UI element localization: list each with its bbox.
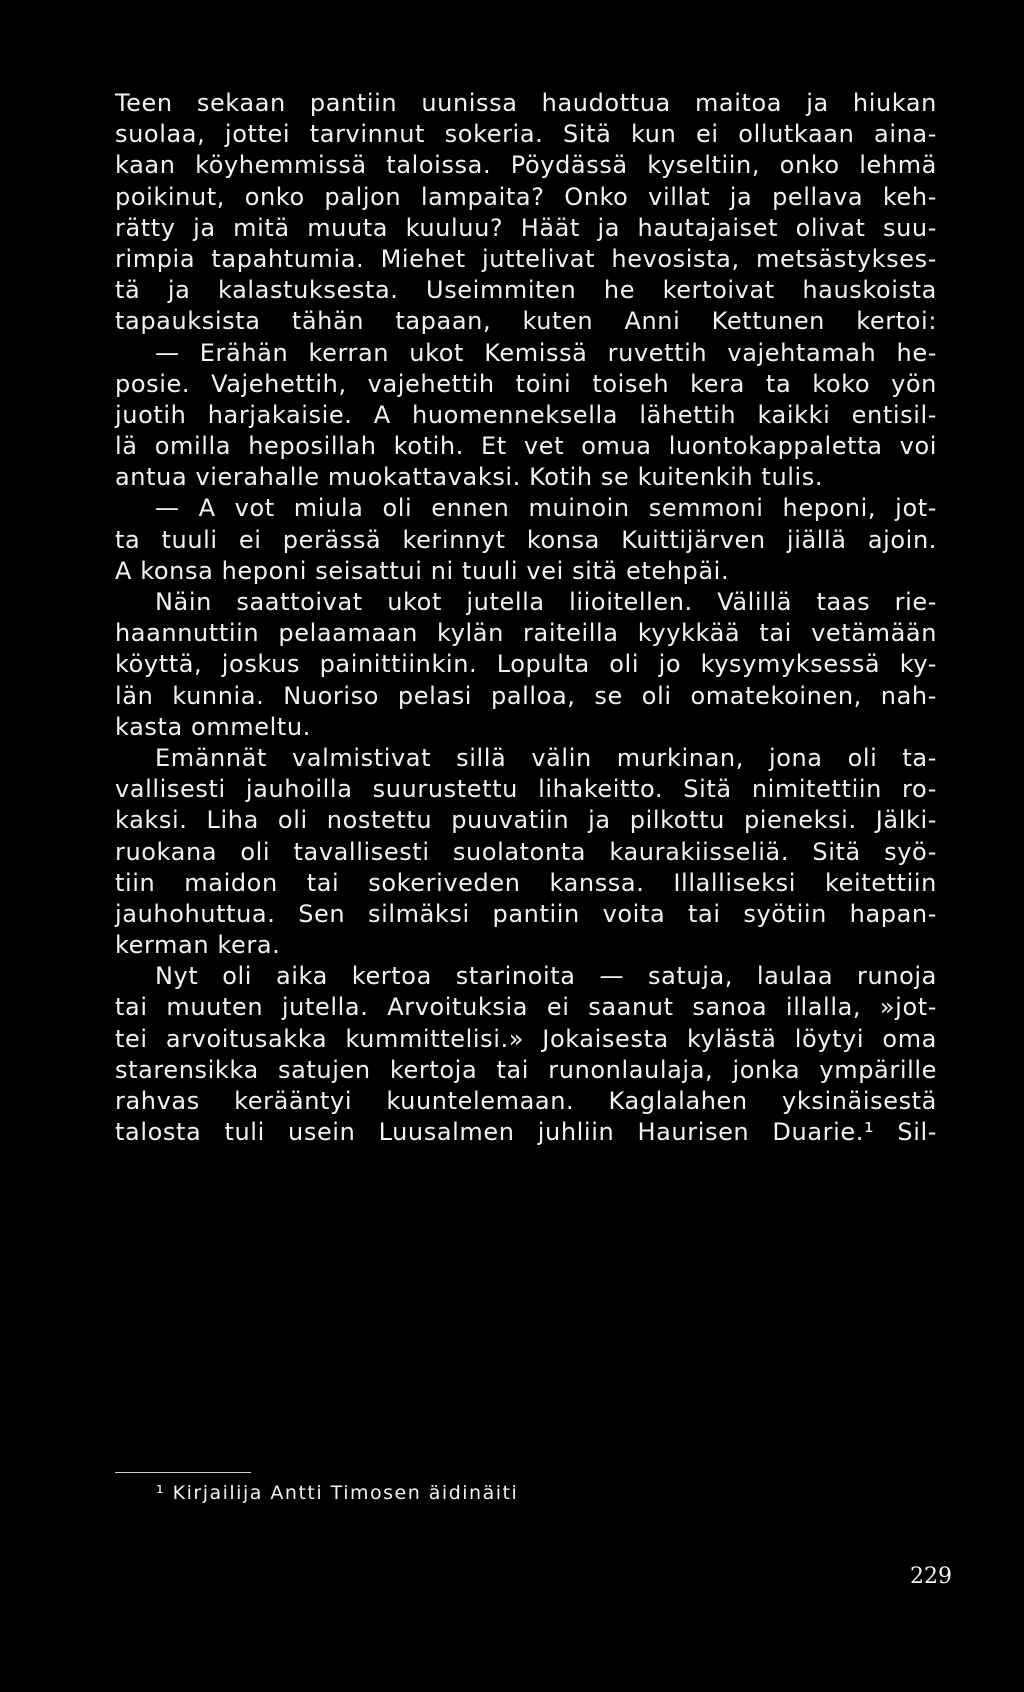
text-line: län kunnia. Nuoriso pelasi palloa, se oli omatekoinen, nah- [115, 681, 937, 710]
page-number: 229 [910, 1564, 952, 1589]
text-line: jauhohuttua. Sen silmäksi pantiin voita tai syötiin hapan- [115, 899, 937, 928]
text-line: — Erähän kerran ukot Kemissä ruvettih vajehtamah he- [155, 338, 937, 367]
footnote-divider [115, 1472, 251, 1473]
text-line: suolaa, jottei tarvinnut sokeria. Sitä kun ei ollutkaan aina- [115, 120, 937, 149]
text-line: lä omilla heposillah kotih. Et vet omua luontokappaletta voi [115, 432, 937, 461]
text-line: antua vierahalle muokattavaksi. Kotih se kuitenkih tulis. [115, 463, 824, 492]
text-line: tai muuten jutella. Arvoituksia ei saanut sanoa illalla, »jot- [115, 993, 937, 1022]
text-line: posie. Vajehettih, vajehettih toini toiseh kera ta koko yön [115, 369, 937, 398]
text-line: kerman kera. [115, 931, 281, 960]
text-line: Teen sekaan pantiin uunissa haudottua maitoa ja hiukan [115, 89, 937, 117]
text-line: tei arvoitusakka kummittelisi.» Jokaisesta kylästä löytyi oma [115, 1024, 937, 1053]
text-line: tä ja kalastuksesta. Useimmiten he kertoivat hauskoista [115, 276, 937, 305]
text-line: kasta ommeltu. [115, 712, 311, 741]
text-line: köyttä, joskus painittiinkin. Lopulta oli jo kysymyksessä ky- [115, 650, 937, 679]
text-line: rahvas kerääntyi kuuntelemaan. Kaglalahen yksinäisestä [115, 1087, 937, 1115]
text-line: kaksi. Liha oli nostettu puuvatiin ja pilkottu pieneksi. Jälki- [115, 806, 937, 835]
text-line: — A vot miula oli ennen muinoin semmoni heponi, jot- [155, 494, 937, 523]
text-line: A konsa heponi seisattui ni tuuli vei sitä etehpäi. [115, 556, 730, 585]
text-line: talosta tuli usein Luusalmen juhliin Haurisen Duarie.¹ Sil- [115, 1118, 937, 1147]
text-line: kaan köyhemmissä taloissa. Pöydässä kyseltiin, onko lehmä [115, 151, 937, 180]
text-line: rimpia tapahtumia. Miehet juttelivat hevosista, metsästykses- [115, 244, 937, 273]
text-line: tiin maidon tai sokeriveden kanssa. Illalliseksi keitettiin [115, 868, 937, 897]
text-line: starensikka satujen kertoja tai runonlaulaja, jonka ympärille [115, 1055, 937, 1084]
text-line: ta tuuli ei perässä kerinnyt konsa Kuittijärven jiällä ajoin. [115, 525, 937, 554]
text-line: haannuttiin pelaamaan kylän raiteilla kyykkää tai vetämään [115, 619, 937, 648]
text-line: Emännät valmistivat sillä välin murkinan, jona oli ta- [155, 743, 937, 772]
footnote: ¹ Kirjailija Antti Timosen äidinäiti [156, 1482, 519, 1504]
text-line: ruokana oli tavallisesti suolatonta kaurakiisseliä. Sitä syö- [115, 837, 937, 866]
body-text [115, 88, 937, 1148]
text-line: Näin saattoivat ukot jutella liioitellen. Välillä taas rie- [155, 588, 937, 616]
text-line: Nyt oli aika kertoa starinoita — satuja, laulaa runoja [155, 962, 937, 991]
text-line: vallisesti jauhoilla suurustettu lihakeitto. Sitä nimitettiin ro- [115, 775, 937, 804]
text-line: poikinut, onko paljon lampaita? Onko villat ja pellava keh- [115, 182, 937, 211]
text-line: tapauksista tähän tapaan, kuten Anni Kettunen kertoi: [115, 307, 937, 336]
text-line: rätty ja mitä muuta kuuluu? Häät ja hautajaiset olivat suu- [115, 213, 937, 242]
text-line: juotih harjakaisie. A huomenneksella lähettih kaikki entisil- [115, 400, 937, 429]
